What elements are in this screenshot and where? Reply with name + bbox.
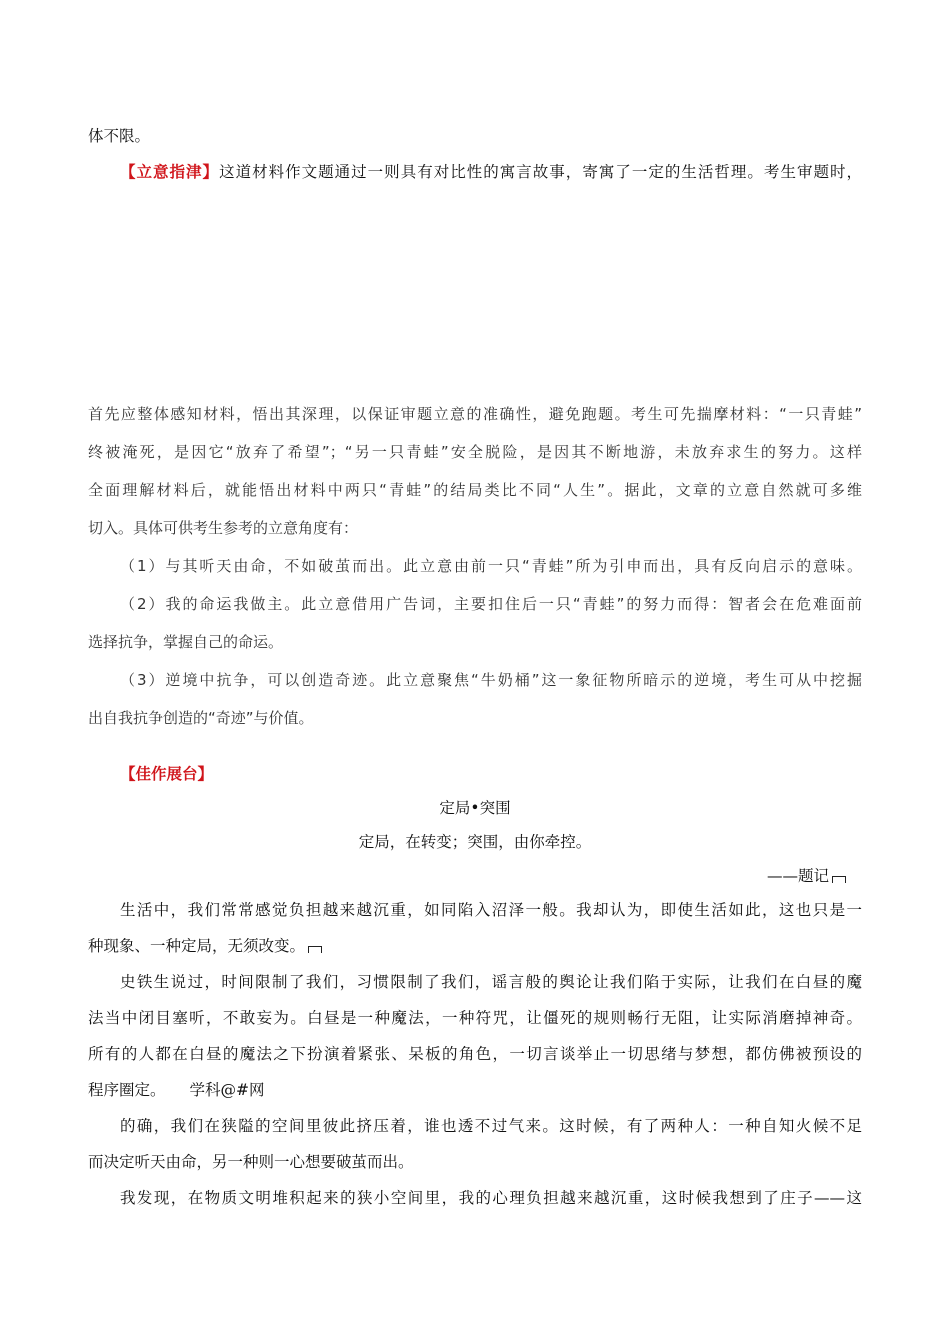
text-run: 这道材料作文题通过一则具有对比性的寓言故事，寄寓了一定的生活哲理。考生审题时，	[219, 163, 862, 181]
text-line: 我发现，在物质文明堆积起来的狭小空间里，我的心理负担越来越沉重，这时候我想到了庄子——这	[120, 1189, 862, 1207]
text-line: 法当中闭目塞听，不敢妄为。白昼是一种魔法，一种符咒，让僵死的规则畅行无阻，让实际消磨掉神奇。	[88, 1009, 862, 1027]
text-line: 首先应整体感知材料，悟出其深理，以保证审题立意的准确性，避免跑题。考生可先揣摩材料：“一只青蛙”	[88, 405, 862, 423]
text-line: （2）我的命运我做主。此立意借用广告词，主要扣住后一只“青蛙”的努力而得：智者会在危难面前	[120, 595, 862, 613]
text-line: 体不限。	[88, 127, 151, 145]
text-line: 所有的人都在白昼的魔法之下扮演着紧张、呆板的角色，一切言谈举止一切思绪与梦想，都仿佛被预设的	[88, 1045, 862, 1063]
bracket-mark-icon	[308, 946, 322, 953]
text-line: 终被淹死，是因它“放弃了希望”；“另一只青蛙”安全脱险，是因其不断地游，未放弃求生的努力。这样	[88, 443, 862, 461]
epigraph-note	[767, 866, 846, 886]
text-line: 选择抗争，掌握自己的命运。	[88, 633, 284, 651]
text-line: 生活中，我们常常感觉负担越来越沉重，如同陷入沼泽一般。我却认为，即使生活如此，这也只是一	[120, 901, 862, 919]
epigraph-note-text: ——题记	[766, 867, 829, 885]
watermark-text: 学科@#网	[189, 1081, 265, 1099]
text-line: 出自我抗争创造的“奇迹”与价值。	[88, 709, 314, 727]
section-tag-jzzt: 【佳作展台】	[120, 765, 214, 783]
bracket-mark-icon	[832, 876, 846, 883]
text-line: 的确，我们在狭隘的空间里彼此挤压着，谁也透不过气来。这时候，有了两种人：一种自知火候不足	[120, 1117, 862, 1135]
text-line: 全面理解材料后，就能悟出材料中两只“青蛙”的结局类比不同“人生”。据此，文章的立意自然就可多维	[88, 481, 862, 499]
text-line: 而决定听天由命，另一种则一心想要破茧而出。	[88, 1153, 414, 1171]
section-tag-lyzj: 【立意指津】	[120, 163, 220, 181]
paragraph-lyzj-intro	[120, 162, 862, 182]
text-line: 史铁生说过，时间限制了我们，习惯限制了我们，谣言般的舆论让我们陷于实际，让我们在白昼的魔	[120, 973, 862, 991]
text-run: 种现象、一种定局，无须改变。	[88, 937, 306, 955]
text-line: （1）与其听天由命，不如破茧而出。此立意由前一只“青蛙”所为引申而出，具有反向启示的意味。	[120, 557, 862, 575]
essay-title: 定局•突围	[439, 799, 511, 817]
text-line: （3）逆境中抗争，可以创造奇迹。此立意聚焦“牛奶桶”这一象征物所暗示的逆境，考生可从中挖掘	[120, 671, 862, 689]
essay-epigraph: 定局，在转变；突围，由你牵控。	[358, 833, 592, 851]
text-run: 程序圈定。	[88, 1081, 166, 1099]
text-line	[88, 1080, 265, 1100]
text-line: 切入。具体可供考生参考的立意角度有：	[88, 519, 359, 537]
text-line-with-mark	[88, 936, 322, 956]
